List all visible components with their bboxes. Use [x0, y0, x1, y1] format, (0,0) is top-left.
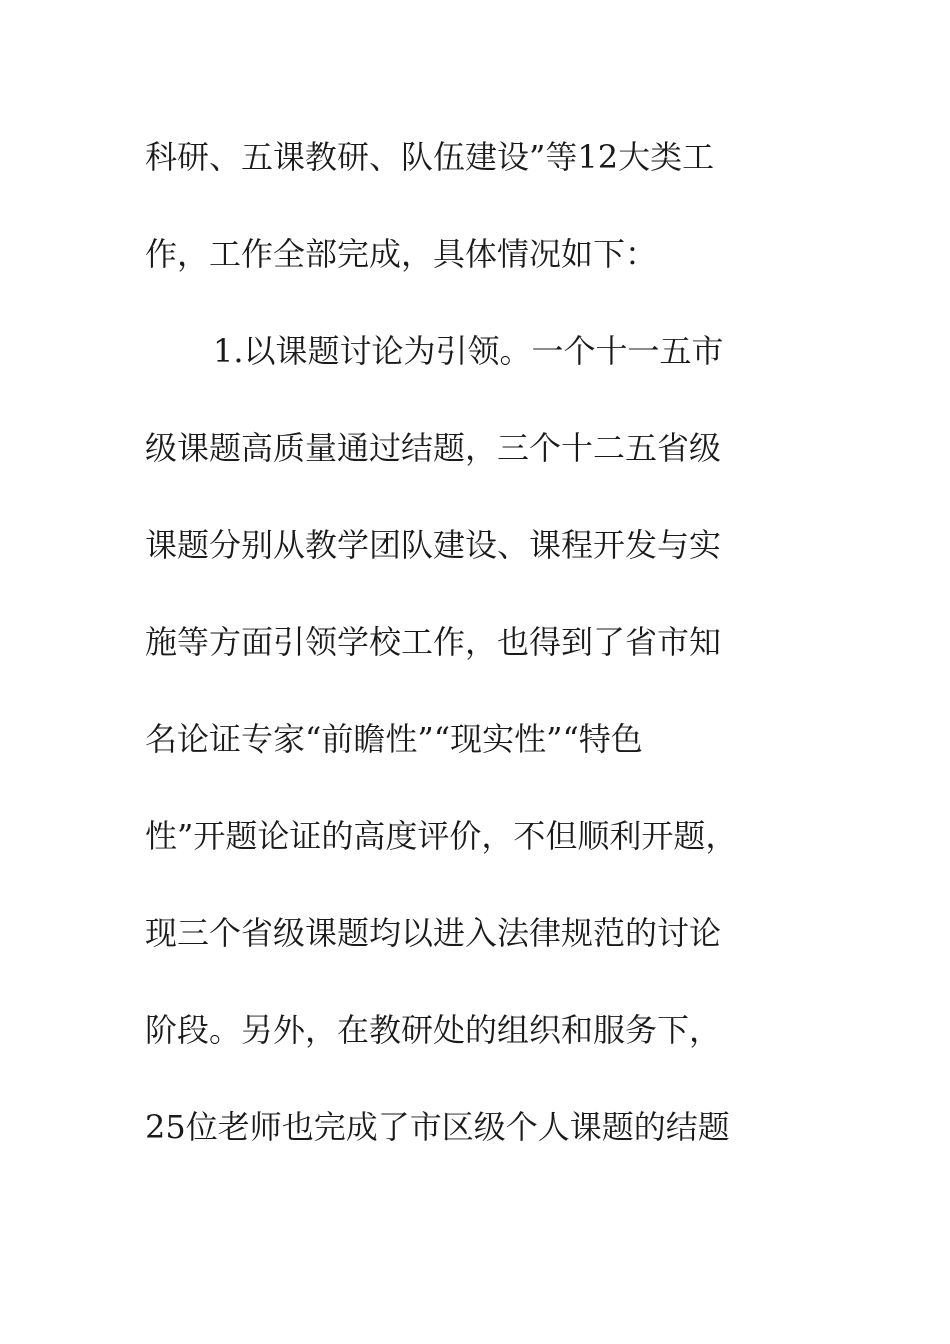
text-line: 名论证专家“前瞻性”“现实性”“特色 [145, 720, 643, 758]
paragraph-first-line: 1.以课题讨论为引领。一个十一五市 [213, 332, 724, 370]
text-line: 现三个省级课题均以进入法律规范的讨论 [145, 914, 722, 952]
text-line: 阶段。另外，在教研处的组织和服务下， [145, 1011, 722, 1049]
text-line: 级课题高质量通过结题，三个十二五省级 [145, 429, 722, 467]
text-line: 科研、五课教研、队伍建设”等12大类工 [145, 138, 715, 176]
text-line: 性”开题论证的高度评价，不但顺利开题， [145, 817, 738, 855]
text-line: 25位老师也完成了市区级个人课题的结题 [145, 1108, 730, 1146]
text-line: 作，工作全部完成，具体情况如下： [145, 235, 658, 273]
text-line: 课题分别从教学团队建设、课程开发与实 [145, 526, 722, 564]
text-line: 施等方面引领学校工作，也得到了省市知 [145, 623, 722, 661]
